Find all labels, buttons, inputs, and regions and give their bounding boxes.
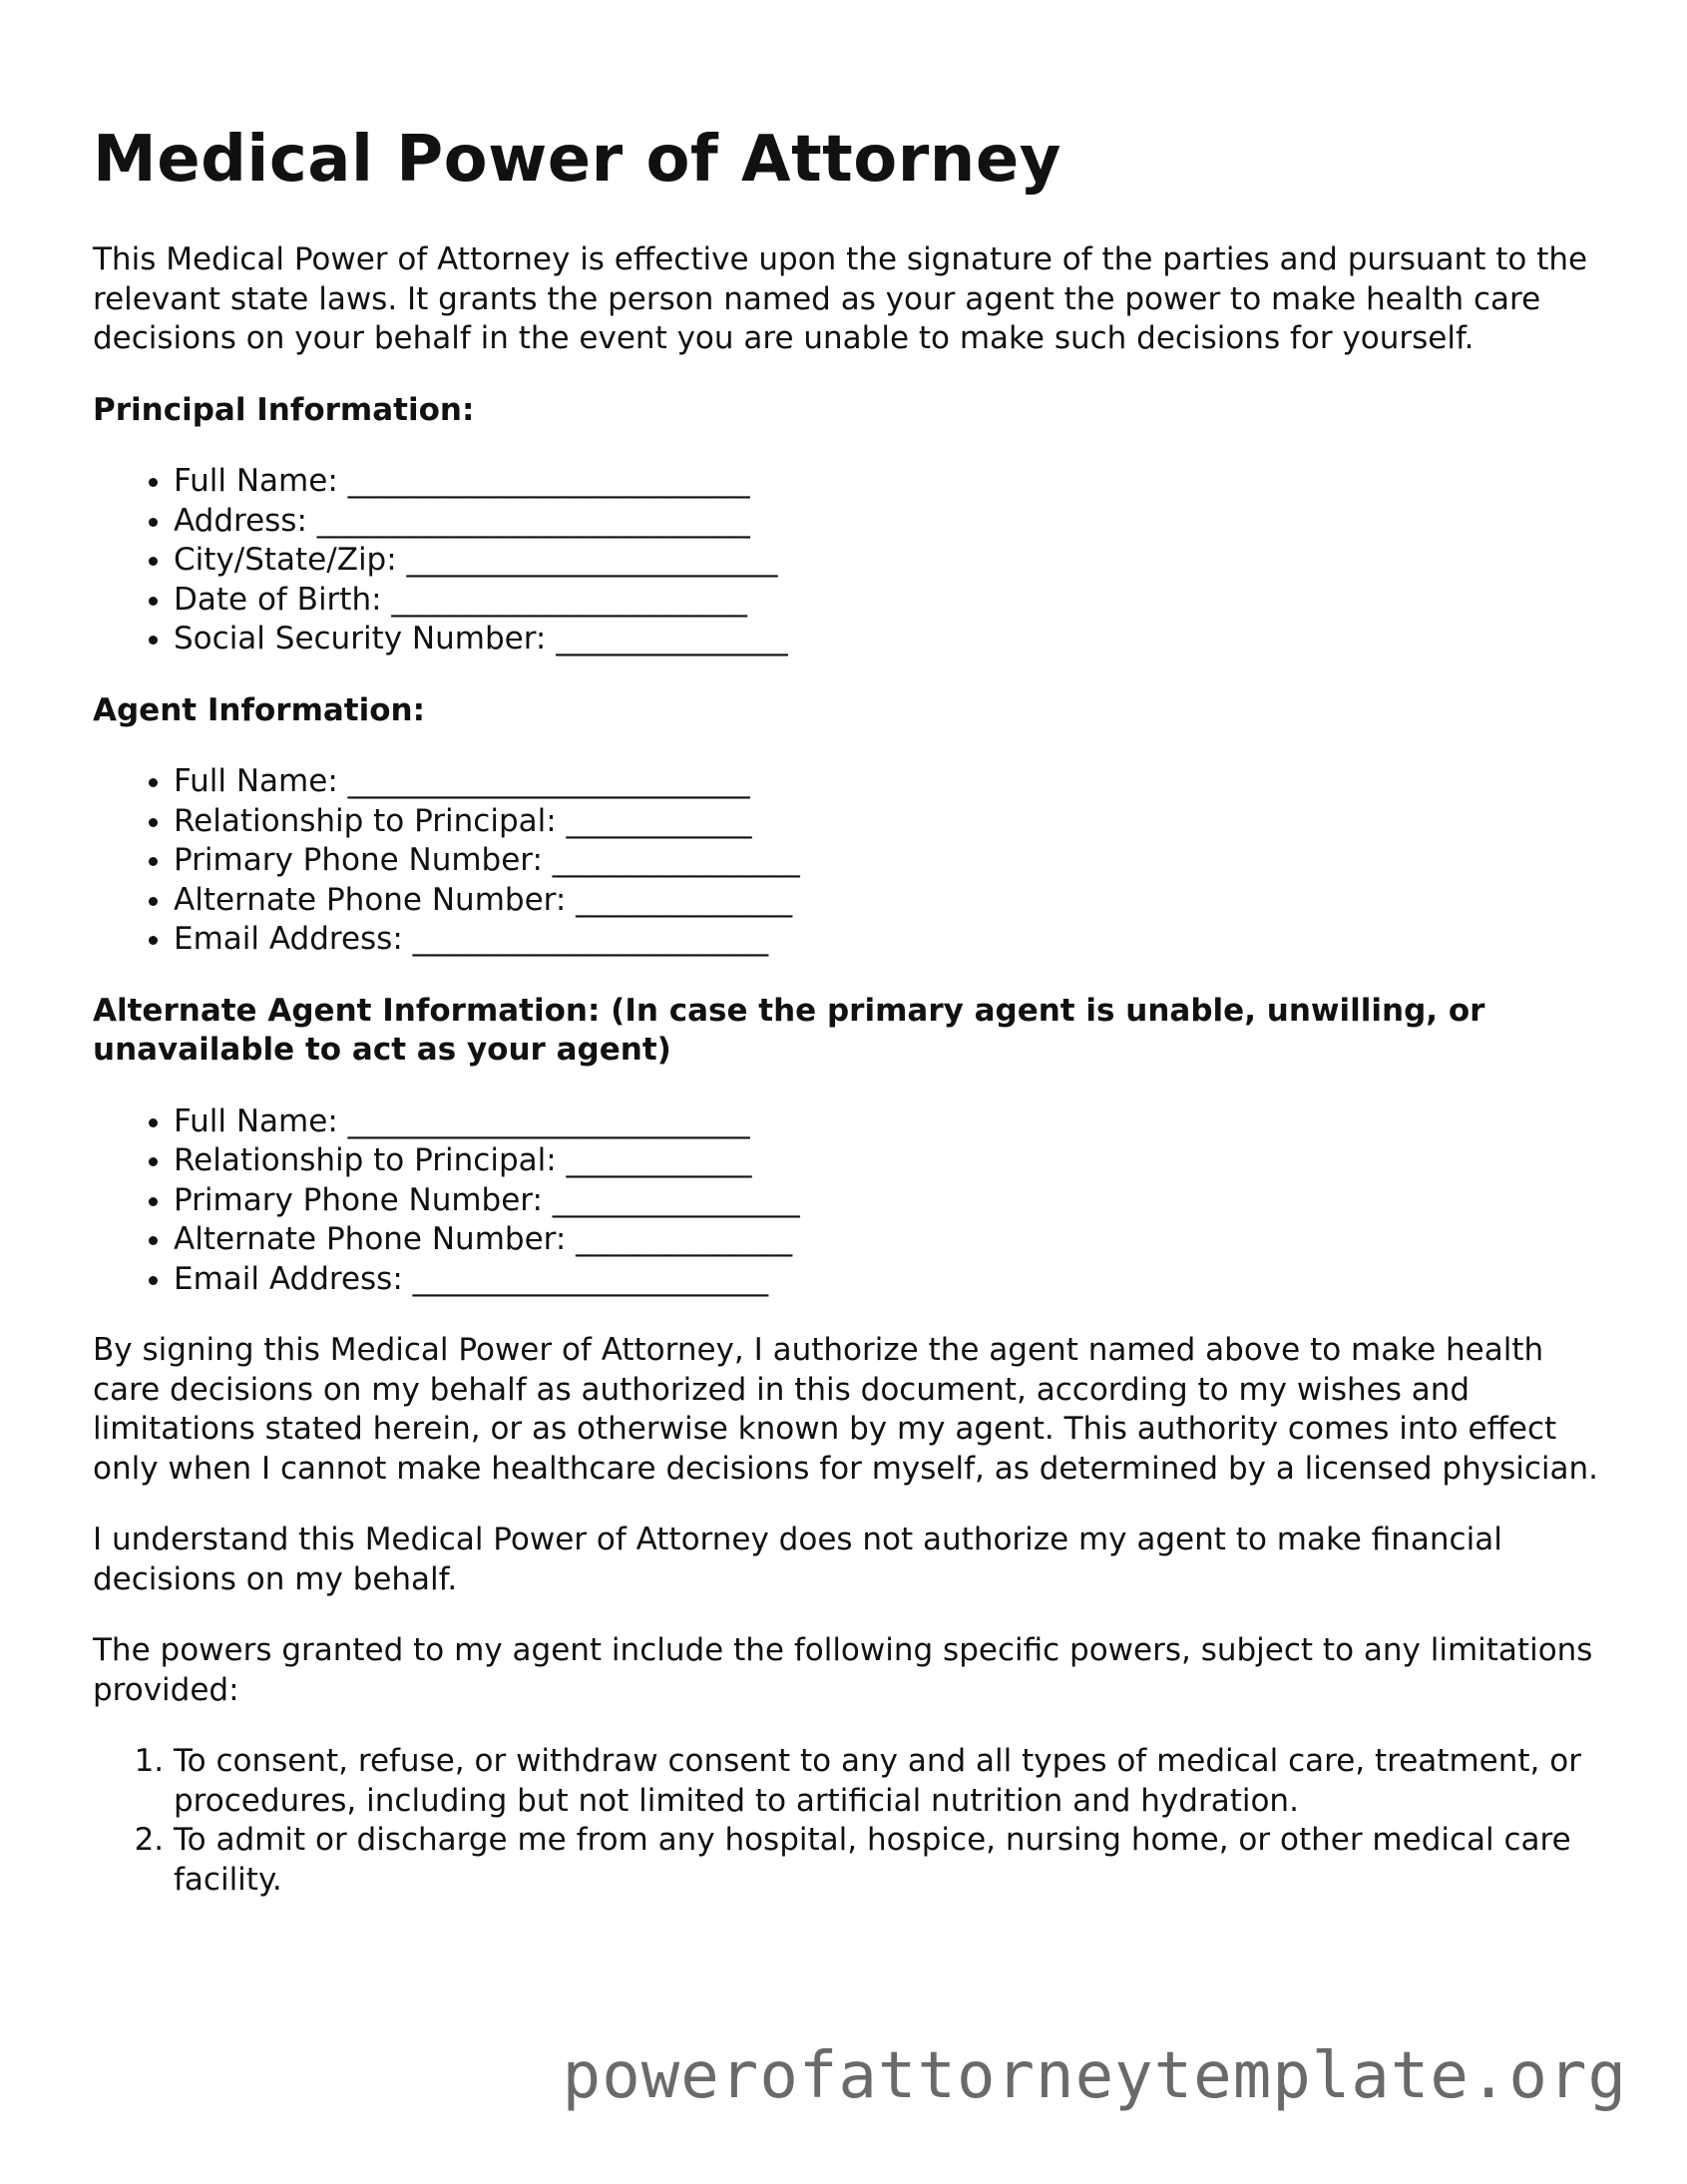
agent-email-field: • Email Address: _______________________ [174,920,1609,960]
powers-list [93,1742,1609,1900]
alternate-agent-full-name-field: • Full Name: __________________________ [174,1102,1609,1142]
alternate-agent-fields [93,1102,1609,1300]
intro-paragraph: This Medical Power of Attorney is effective upon the signature of the parties and pursuant to the relevant state laws. It grants the person named as your agent the power to make health care decisions on your behalf in the event you are unable to make such decisions for yourself. [93,241,1588,356]
agent-fields [93,762,1609,960]
principal-address-field: • Address: ____________________________ [174,502,1609,542]
alternate-agent-relationship-field: • Relationship to Principal: ____________ [174,1141,1609,1181]
power-item-2: 2. To admit or discharge me from any hospital, hospice, nursing home, or other medical care facility. [174,1821,1609,1900]
agent-primary-phone-field: • Primary Phone Number: ________________ [174,841,1609,881]
agent-full-name-field: • Full Name: __________________________ [174,762,1609,802]
alternate-agent-primary-phone-field: • Primary Phone Number: ________________ [174,1181,1609,1221]
alternate-agent-heading: Alternate Agent Information: (In case the primary agent is unable, unwilling, or unavailable to act as your agent) [93,992,1485,1068]
principal-ssn-field: • Social Security Number: _______________ [174,620,1609,659]
principal-full-name-field: • Full Name: __________________________ [174,462,1609,502]
principal-city-state-zip-field: • City/State/Zip: ________________________ [174,541,1609,581]
site-watermark: powerofattorneytemplate.org [562,2039,1627,2113]
authorization-paragraph: By signing this Medical Power of Attorney, I authorize the agent named above to make health care decisions on my behalf as authorized in this document, according to my wishes and limitations stated herein, or as otherwise known by my agent. This authority comes into effect only when I cannot make healthcare decisions for myself, as determined by a licensed physician. [93,1332,1599,1487]
principal-heading: Principal Information: [93,391,475,428]
principal-date-of-birth-field: • Date of Birth: _______________________ [174,581,1609,621]
principal-fields [93,462,1609,659]
agent-heading: Agent Information: [93,691,425,728]
agent-alternate-phone-field: • Alternate Phone Number: ______________ [174,881,1609,921]
alternate-agent-email-field: • Email Address: _______________________ [174,1260,1609,1300]
financial-note-paragraph: I understand this Medical Power of Attorney does not authorize my agent to make financial decisions on my behalf. [93,1522,1502,1597]
document-body [93,240,1609,1932]
alternate-agent-alternate-phone-field: • Alternate Phone Number: ______________ [174,1220,1609,1260]
document-title: Medical Power of Attorney [93,123,1061,197]
agent-relationship-field: • Relationship to Principal: ____________ [174,802,1609,842]
powers-intro-paragraph: The powers granted to my agent include the following specific powers, subject to any limitations provided: [93,1632,1593,1708]
power-item-1: 1. To consent, refuse, or withdraw consent to any and all types of medical care, treatment, or procedures, including but not limited to artificial nutrition and hydration. [174,1742,1609,1821]
